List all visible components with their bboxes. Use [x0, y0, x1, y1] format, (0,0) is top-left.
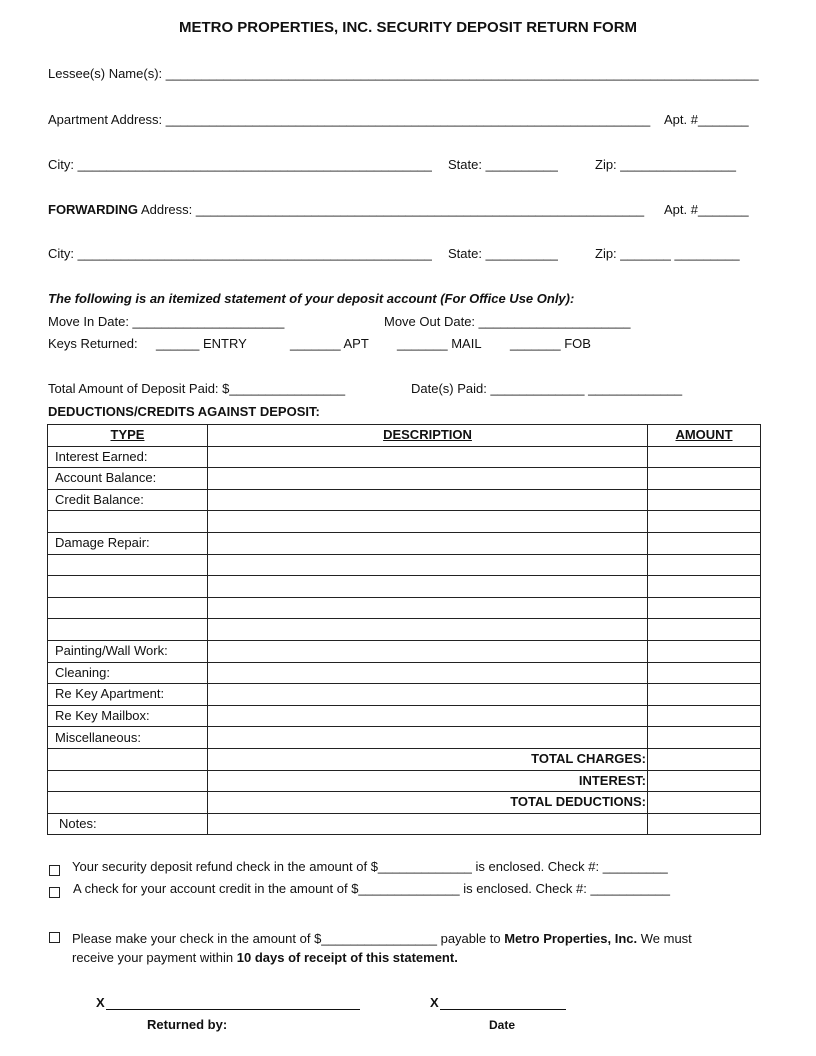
interest-amount[interactable] — [648, 770, 761, 792]
table-row — [48, 597, 761, 619]
notes-label: Notes: — [48, 813, 208, 835]
notes-field[interactable] — [208, 813, 648, 835]
table-row — [48, 468, 761, 490]
payment-text-pre: Please make your check in the amount of $________________ payable to — [72, 931, 505, 946]
payment-line2-bold: 10 days of receipt of this statement. — [236, 950, 458, 965]
move-in-date-field[interactable]: Move In Date: _____________________ — [48, 314, 285, 329]
forwarding-zip-row — [595, 246, 740, 261]
type-cell[interactable] — [48, 619, 208, 641]
forwarding-apt-label: Apt. # — [664, 202, 698, 217]
amount-cell[interactable] — [648, 640, 761, 662]
amount-cell[interactable] — [648, 511, 761, 533]
description-cell[interactable] — [208, 705, 648, 727]
type-cell — [48, 792, 208, 814]
type-cell[interactable] — [48, 511, 208, 533]
state-row — [448, 157, 558, 172]
refund-checkbox[interactable] — [49, 864, 60, 879]
date-x-mark: X — [430, 995, 439, 1010]
description-cell[interactable] — [208, 619, 648, 641]
type-header: TYPE — [48, 425, 208, 447]
type-cell: Credit Balance: — [48, 489, 208, 511]
city-field[interactable]: _________________________________________________ — [77, 157, 432, 172]
type-cell[interactable] — [48, 576, 208, 598]
amount-cell[interactable] — [648, 489, 761, 511]
statement-heading: The following is an itemized statement of your deposit account (For Office Use Only): — [48, 291, 575, 306]
type-cell: Cleaning: — [48, 662, 208, 684]
total-charges-row — [48, 748, 761, 770]
forwarding-zip-label: Zip: — [595, 246, 617, 261]
payment-line2-pre: receive your payment within — [72, 950, 237, 965]
total-deductions-label: TOTAL DEDUCTIONS: — [208, 792, 648, 814]
dates-paid-field[interactable]: Date(s) Paid: _____________ _____________ — [411, 381, 683, 396]
type-cell: Re Key Apartment: — [48, 684, 208, 706]
lessee-label: Lessee(s) Name(s): — [48, 66, 163, 81]
city-label: City: — [48, 157, 74, 172]
amount-cell[interactable] — [648, 576, 761, 598]
forwarding-city-row — [48, 246, 432, 261]
type-cell — [48, 748, 208, 770]
state-field[interactable]: __________ — [485, 157, 558, 172]
forwarding-address-field[interactable]: ______________________________________________________________ — [195, 202, 645, 217]
description-cell[interactable] — [208, 554, 648, 576]
payment-option-line2 — [72, 950, 458, 965]
forwarding-state-label: State: — [448, 246, 482, 261]
move-out-date-field[interactable]: Move Out Date: _____________________ — [384, 314, 631, 329]
forwarding-address-row — [48, 202, 644, 217]
description-cell[interactable] — [208, 576, 648, 598]
apt-number-label: Apt. # — [664, 112, 698, 127]
forwarding-apt-row — [664, 202, 749, 217]
apartment-address-label: Apartment Address: — [48, 112, 163, 127]
amount-cell[interactable] — [648, 554, 761, 576]
table-row — [48, 532, 761, 554]
table-row — [48, 684, 761, 706]
amount-cell[interactable] — [648, 727, 761, 749]
payment-checkbox[interactable] — [49, 931, 60, 946]
lessee-field[interactable]: __________________________________________________________________________________ — [165, 66, 759, 81]
amount-cell[interactable] — [648, 532, 761, 554]
page-title: METRO PROPERTIES, INC. SECURITY DEPOSIT RETURN FORM — [178, 19, 638, 36]
table-row — [48, 640, 761, 662]
deductions-table — [47, 424, 761, 835]
date-label: Date — [489, 1018, 516, 1032]
type-cell: Interest Earned: — [48, 446, 208, 468]
description-cell[interactable] — [208, 532, 648, 554]
total-charges-label: TOTAL CHARGES: — [208, 748, 648, 770]
amount-cell[interactable] — [648, 468, 761, 490]
amount-cell[interactable] — [648, 619, 761, 641]
total-deposit-paid-field[interactable]: Total Amount of Deposit Paid: $________________ — [48, 381, 346, 396]
apt-number-field[interactable]: _______ — [697, 112, 749, 127]
amount-cell[interactable] — [648, 446, 761, 468]
description-header: DESCRIPTION — [208, 425, 648, 447]
zip-row — [595, 157, 736, 172]
notes-row — [48, 813, 761, 835]
table-row — [48, 511, 761, 533]
forwarding-label-bold: FORWARDING — [48, 202, 139, 217]
credit-option-text: A check for your account credit in the amount of $______________ is enclosed. Check #: ___________ — [73, 881, 670, 896]
deductions-heading: DEDUCTIONS/CREDITS AGAINST DEPOSIT: — [48, 404, 320, 419]
apt-number-row — [664, 112, 749, 127]
description-cell[interactable] — [208, 511, 648, 533]
keys-fob-field[interactable]: _______ FOB — [510, 336, 591, 351]
signature-line[interactable] — [106, 1009, 360, 1010]
description-cell[interactable] — [208, 662, 648, 684]
table-row — [48, 705, 761, 727]
apartment-address-field[interactable]: ___________________________________________________________________ — [165, 112, 651, 127]
total-deductions-row — [48, 792, 761, 814]
payment-text-post: We must — [637, 931, 692, 946]
keys-apt-field[interactable]: _______ APT — [290, 336, 369, 351]
description-cell[interactable] — [208, 684, 648, 706]
apartment-address-row — [48, 112, 650, 127]
table-row — [48, 727, 761, 749]
forwarding-zip-field[interactable]: _______ _________ — [620, 246, 740, 261]
interest-label: INTEREST: — [208, 770, 648, 792]
state-label: State: — [448, 157, 482, 172]
table-header-row — [48, 425, 761, 447]
forwarding-state-row — [448, 246, 558, 261]
zip-field[interactable]: ________________ — [620, 157, 736, 172]
lessee-row — [48, 66, 759, 81]
forwarding-city-field[interactable]: _________________________________________________ — [77, 246, 432, 261]
amount-header: AMOUNT — [648, 425, 761, 447]
type-cell: Miscellaneous: — [48, 727, 208, 749]
table-row — [48, 554, 761, 576]
description-cell[interactable] — [208, 489, 648, 511]
forwarding-apt-field[interactable]: _______ — [697, 202, 749, 217]
returned-by-label: Returned by: — [147, 1017, 228, 1032]
keys-entry-field[interactable]: ______ ENTRY — [156, 336, 247, 351]
payment-company: Metro Properties, Inc. — [504, 931, 638, 946]
notes-amount-cell[interactable] — [648, 813, 761, 835]
table-row — [48, 619, 761, 641]
total-deductions-amount[interactable] — [648, 792, 761, 814]
credit-checkbox[interactable] — [49, 886, 60, 901]
table-row — [48, 662, 761, 684]
table-row — [48, 576, 761, 598]
amount-cell[interactable] — [648, 597, 761, 619]
keys-returned-label: Keys Returned: — [48, 336, 138, 351]
type-cell[interactable] — [48, 597, 208, 619]
description-cell[interactable] — [208, 446, 648, 468]
description-cell[interactable] — [208, 640, 648, 662]
refund-option-text: Your security deposit refund check in the amount of $_____________ is enclosed. Check #: _________ — [72, 859, 668, 874]
signature-x-mark: X — [96, 995, 105, 1010]
date-line[interactable] — [440, 1009, 566, 1010]
amount-cell[interactable] — [648, 705, 761, 727]
description-cell[interactable] — [208, 597, 648, 619]
type-cell[interactable] — [48, 554, 208, 576]
table-row — [48, 446, 761, 468]
table-row — [48, 489, 761, 511]
total-charges-amount[interactable] — [648, 748, 761, 770]
forwarding-label-rest: Address: — [138, 202, 193, 217]
type-cell: Damage Repair: — [48, 532, 208, 554]
amount-cell[interactable] — [648, 662, 761, 684]
type-cell — [48, 770, 208, 792]
type-cell: Painting/Wall Work: — [48, 640, 208, 662]
description-cell[interactable] — [208, 727, 648, 749]
city-row — [48, 157, 432, 172]
keys-mail-field[interactable]: _______ MAIL — [397, 336, 482, 351]
amount-cell[interactable] — [648, 684, 761, 706]
payment-option-text — [72, 931, 692, 946]
forwarding-city-label: City: — [48, 246, 74, 261]
type-cell: Re Key Mailbox: — [48, 705, 208, 727]
type-cell: Account Balance: — [48, 468, 208, 490]
forwarding-state-field[interactable]: __________ — [485, 246, 558, 261]
interest-row — [48, 770, 761, 792]
zip-label: Zip: — [595, 157, 617, 172]
description-cell[interactable] — [208, 468, 648, 490]
